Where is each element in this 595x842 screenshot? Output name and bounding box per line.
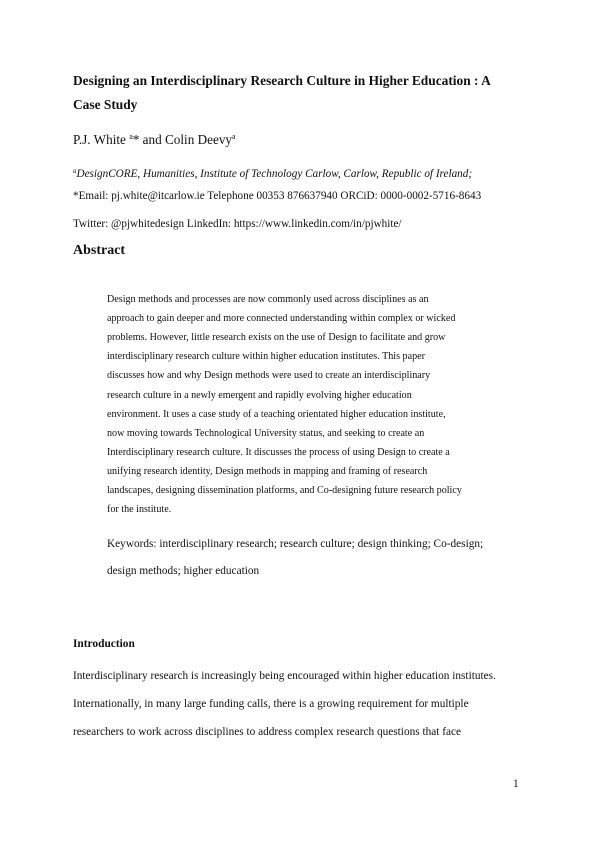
affiliation-line bbox=[73, 167, 472, 180]
introduction-line: researchers to work across disciplines to address complex research questions that face bbox=[73, 726, 462, 738]
social-links-line: Twitter: @pjwhitedesign LinkedIn: https://www.linkedin.com/in/pjwhite/ bbox=[73, 218, 402, 230]
abstract-line: now moving towards Technological University status, and seeking to create an bbox=[107, 427, 425, 439]
paper-title-line-1: Designing an Interdisciplinary Research Culture in Higher Education : A bbox=[73, 73, 491, 88]
abstract-line: approach to gain deeper and more connected understanding within complex or wicked bbox=[107, 313, 456, 325]
contact-line: *Email: pj.white@itcarlow.ie Telephone 00353 876637940 ORCiD: 0000-0002-5716-8643 bbox=[73, 190, 482, 202]
affiliation-text: DesignCORE, Humanities, Institute of Technology Carlow, Carlow, Republic of Ireland; bbox=[76, 168, 473, 180]
introduction-line: Interdisciplinary research is increasingly being encouraged within higher education institutes. bbox=[73, 670, 496, 682]
author-list bbox=[73, 132, 236, 148]
author-1-corresponding-mark: * bbox=[132, 132, 140, 147]
author-1-name: P.J. White bbox=[73, 132, 130, 147]
keywords-line-1: Keywords: interdisciplinary research; research culture; design thinking; Co-design; bbox=[107, 538, 484, 550]
abstract-line: discusses how and why Design methods were used to create an interdisciplinary bbox=[107, 370, 431, 382]
author-2-name: and Colin Deevy bbox=[139, 132, 233, 147]
keywords-line-2: design methods; higher education bbox=[107, 565, 260, 577]
abstract-line: landscapes, designing dissemination platforms, and Co-designing future research policy bbox=[107, 485, 462, 496]
abstract-line: Interdisciplinary research culture. It discusses the process of using Design to create a bbox=[107, 446, 450, 458]
page-number: 1 bbox=[513, 778, 519, 790]
affiliation-mark: a bbox=[73, 167, 77, 175]
abstract-line: for the institute. bbox=[107, 504, 172, 516]
abstract-line: research culture in a newly emergent and rapidly evolving higher education bbox=[107, 389, 412, 401]
introduction-heading: Introduction bbox=[73, 638, 135, 650]
introduction-line: Internationally, in many large funding calls, there is a growing requirement for multiple bbox=[73, 698, 469, 710]
abstract-line: interdisciplinary research culture within higher education institutes. This paper bbox=[107, 351, 425, 363]
paper-title-line-2: Case Study bbox=[73, 97, 138, 112]
abstract-line: unifying research identity, Design methods in mapping and framing of research bbox=[107, 465, 428, 477]
abstract-heading: Abstract bbox=[73, 243, 126, 258]
abstract-line: environment. It uses a case study of a teaching orientated higher education institute, bbox=[107, 408, 446, 420]
author-1-affiliation-mark: a bbox=[129, 132, 133, 141]
abstract-line: problems. However, little research exists on the use of Design to facilitate and grow bbox=[107, 332, 446, 344]
author-2-affiliation-mark: a bbox=[232, 132, 236, 141]
abstract-line: Design methods and processes are now commonly used across disciplines as an bbox=[107, 294, 429, 305]
